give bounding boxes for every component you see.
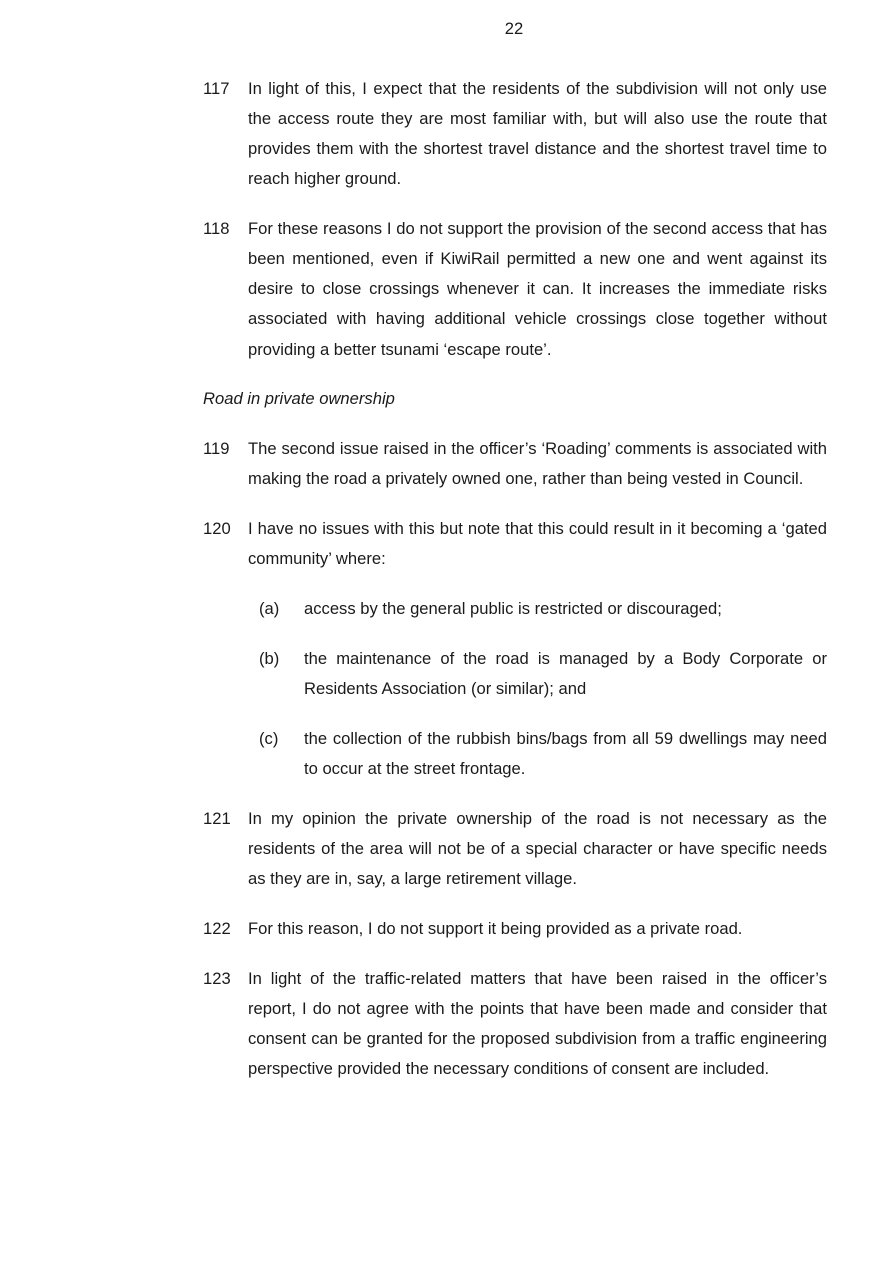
subitem-text: the collection of the rubbish bins/bags from all 59 dwellings may need to occur at the street frontage. (304, 729, 827, 779)
paragraph-text: For this reason, I do not support it being provided as a private road. (248, 919, 743, 939)
paragraph-number: 119 (203, 439, 230, 459)
page-number: 22 (504, 19, 524, 38)
paragraph-120 (203, 514, 827, 574)
paragraph-123 (203, 964, 827, 1084)
paragraph-number: 122 (203, 919, 231, 939)
subitem-label: (c) (259, 729, 279, 749)
subitem-b (259, 644, 827, 704)
paragraph-number: 120 (203, 519, 231, 539)
paragraph-text: The second issue raised in the officer’s ‘Roading’ comments is associated with making the road a privately owned one, rather than being vested in Council. (248, 439, 827, 489)
paragraph-number: 117 (203, 79, 230, 98)
section-heading: Road in private ownership (203, 389, 395, 409)
document-body (203, 74, 827, 1104)
subitem-label: (b) (259, 649, 280, 669)
subitem-text: access by the general public is restricted or discouraged; (304, 599, 722, 619)
subitem-text: the maintenance of the road is managed by a Body Corporate or Residents Association (or similar); and (304, 649, 827, 699)
paragraph-118 (203, 214, 827, 364)
paragraph-119 (203, 434, 827, 494)
paragraph-text: I have no issues with this but note that this could result in it becoming a ‘gated community’ where: (248, 519, 827, 569)
paragraph-text: In my opinion the private ownership of the road is not necessary as the residents of the area will not be of a special character or have specific needs as they are in, say, a large retirement village. (248, 809, 827, 889)
paragraph-number: 118 (203, 219, 230, 239)
paragraph-122 (203, 914, 827, 944)
paragraph-text: For these reasons I do not support the provision of the second access that has been mentioned, even if KiwiRail permitted a new one and went against its desire to close crossings whenever it can. It increases the immediate risks associated with having additional vehicle crossings close together without providing a better tsunami ‘escape route’. (248, 219, 827, 359)
paragraph-number: 123 (203, 969, 231, 989)
subitem-c (259, 724, 827, 784)
paragraph-text: In light of this, I expect that the residents of the subdivision will not only use the access route they are most familiar with, but will also use the route that provides them with the shortest travel distance and the shortest travel time to reach higher ground. (248, 79, 827, 189)
paragraph-121 (203, 804, 827, 894)
subitem-a (259, 594, 827, 624)
paragraph-117 (203, 74, 827, 194)
subitem-label: (a) (259, 599, 280, 619)
paragraph-number: 121 (203, 809, 231, 829)
paragraph-text: In light of the traffic-related matters that have been raised in the officer’s report, I do not agree with the points that have been made and consider that consent can be granted for the proposed subdivision from a traffic engineering perspective provided the necessary conditions of consent are included. (248, 969, 827, 1079)
